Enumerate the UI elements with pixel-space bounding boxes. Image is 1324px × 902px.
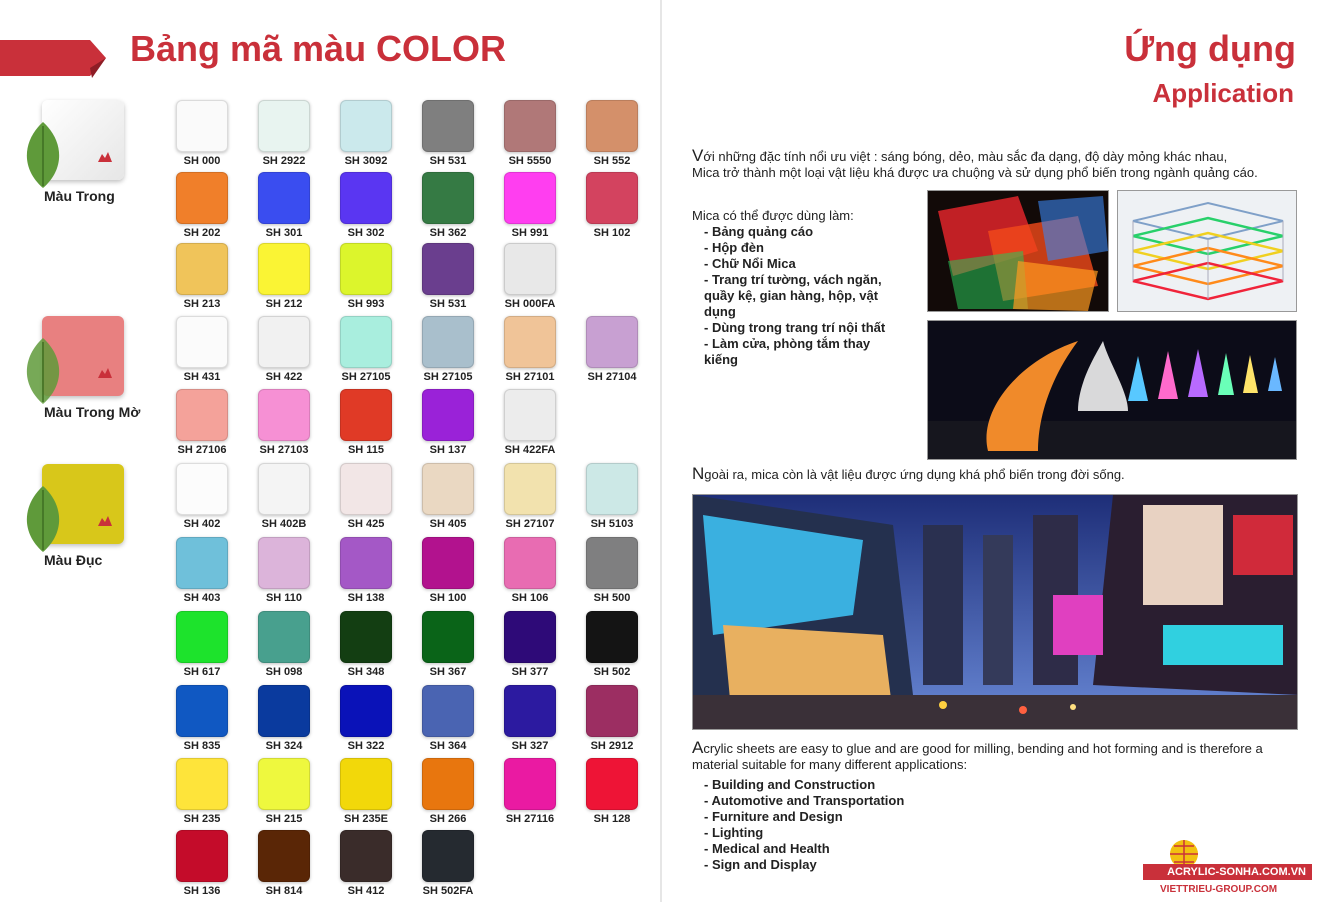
swatch-chip — [586, 537, 638, 589]
color-swatch — [336, 316, 396, 386]
swatch-code: SH 235 — [183, 813, 221, 825]
color-swatch — [582, 172, 642, 242]
swatch-code: SH 377 — [511, 666, 549, 678]
swatch-code: SH 136 — [183, 885, 221, 897]
swatch-code: SH 202 — [183, 227, 221, 239]
swatch-chip — [176, 758, 228, 810]
swatch-chip — [586, 172, 638, 224]
color-swatch — [582, 611, 642, 681]
leaf-icon — [18, 120, 68, 190]
swatch-chip — [422, 463, 474, 515]
category-label: Màu Đục — [44, 552, 103, 568]
swatch-code: SH 531 — [429, 298, 467, 310]
color-swatch — [254, 172, 314, 242]
swatch-chip — [176, 685, 228, 737]
color-swatch — [172, 463, 232, 533]
color-swatch — [172, 316, 232, 386]
swatch-chip — [258, 172, 310, 224]
brand-logo-icon — [96, 366, 114, 380]
swatch-chip — [422, 685, 474, 737]
category-clear — [18, 100, 158, 220]
swatch-code: SH 27105 — [341, 371, 391, 383]
color-swatch — [582, 758, 642, 828]
color-swatch — [418, 243, 478, 313]
color-swatch — [500, 685, 560, 755]
swatch-code: SH 27105 — [423, 371, 473, 383]
color-swatch — [336, 389, 396, 459]
website-acrylic-sonha[interactable]: ACRYLIC-SONHA.COM.VN — [1143, 864, 1312, 880]
swatch-code: SH 27101 — [505, 371, 555, 383]
swatch-code: SH 100 — [429, 592, 467, 604]
photo-lit-sculptures — [927, 320, 1297, 460]
swatch-chip — [258, 830, 310, 882]
swatch-code: SH 213 — [183, 298, 221, 310]
swatch-chip — [340, 100, 392, 152]
swatch-code: SH 362 — [429, 227, 467, 239]
swatch-chip — [258, 243, 310, 295]
uses-heading: Mica có thể được dùng làm: — [692, 208, 854, 223]
color-swatch — [254, 758, 314, 828]
swatch-code: SH 431 — [183, 371, 221, 383]
swatch-code: SH 115 — [347, 444, 385, 456]
right-page — [662, 0, 1324, 902]
swatch-chip — [504, 685, 556, 737]
swatch-code: SH 403 — [183, 592, 221, 604]
swatch-code: SH 412 — [347, 885, 385, 897]
brand-logo-icon — [96, 150, 114, 164]
category-label: Màu Trong Mờ — [44, 404, 141, 420]
color-swatch — [172, 537, 232, 607]
swatch-code: SH 367 — [429, 666, 467, 678]
color-swatch — [254, 830, 314, 900]
color-swatch — [500, 100, 560, 170]
photo-times-square — [692, 494, 1298, 730]
swatch-chip — [422, 243, 474, 295]
swatch-chip — [176, 172, 228, 224]
swatch-code: SH 993 — [347, 298, 385, 310]
swatch-code: SH 3092 — [344, 155, 388, 167]
color-swatch — [582, 100, 642, 170]
swatch-chip — [258, 685, 310, 737]
color-swatch — [336, 100, 396, 170]
website-viettrieu[interactable]: VIETTRIEU-GROUP.COM — [1160, 884, 1278, 895]
list-item: - Building and Construction — [704, 777, 876, 792]
leaf-icon — [18, 336, 68, 406]
color-swatch — [172, 830, 232, 900]
swatch-chip — [504, 611, 556, 663]
color-swatch — [336, 537, 396, 607]
color-swatch — [254, 611, 314, 681]
swatch-chip — [258, 389, 310, 441]
red-arrow-banner — [0, 38, 106, 78]
swatch-chip — [586, 316, 638, 368]
swatch-chip — [176, 389, 228, 441]
swatch-chip — [504, 316, 556, 368]
swatch-code: SH 000FA — [504, 298, 556, 310]
swatch-chip — [176, 537, 228, 589]
swatch-chip — [340, 172, 392, 224]
color-swatch — [172, 243, 232, 313]
color-swatch — [582, 537, 642, 607]
color-swatch — [500, 758, 560, 828]
swatch-chip — [340, 389, 392, 441]
swatch-chip — [258, 611, 310, 663]
swatch-code: SH 348 — [347, 666, 385, 678]
category-translucent — [18, 316, 158, 436]
swatch-chip — [258, 316, 310, 368]
category-opaque — [18, 464, 158, 584]
color-swatch — [254, 537, 314, 607]
swatch-chip — [422, 758, 474, 810]
list-item: - Hộp đèn — [704, 240, 764, 255]
swatch-code: SH 402B — [261, 518, 307, 530]
color-swatch — [582, 316, 642, 386]
color-swatch — [500, 243, 560, 313]
color-swatch — [418, 830, 478, 900]
swatch-code: SH 422FA — [504, 444, 556, 456]
swatch-code: SH 27106 — [177, 444, 227, 456]
drop-cap: V — [692, 146, 704, 165]
swatch-chip — [504, 389, 556, 441]
swatch-chip — [340, 685, 392, 737]
swatch-chip — [258, 100, 310, 152]
color-swatch — [500, 611, 560, 681]
swatch-code: SH 2922 — [262, 155, 306, 167]
swatch-chip — [422, 611, 474, 663]
swatch-code: SH 552 — [593, 155, 631, 167]
swatch-code: SH 137 — [429, 444, 467, 456]
swatch-chip — [586, 758, 638, 810]
swatch-code: SH 617 — [183, 666, 221, 678]
color-swatch — [418, 758, 478, 828]
color-swatch — [418, 172, 478, 242]
intro-text-line2: Mica trở thành một loại vật liệu khá được ưa chuộng và sử dụng phổ biến trong ngành quảng cáo. — [692, 165, 1258, 180]
color-swatch — [418, 100, 478, 170]
color-swatch — [418, 537, 478, 607]
color-swatch — [336, 758, 396, 828]
color-swatch — [336, 463, 396, 533]
swatch-chip — [504, 172, 556, 224]
color-swatch — [336, 685, 396, 755]
acrylic-paragraph — [692, 740, 1312, 773]
swatch-chip — [176, 463, 228, 515]
color-swatch — [172, 172, 232, 242]
swatch-chip — [586, 463, 638, 515]
applications-list — [704, 777, 1004, 873]
application-subtitle: Application — [1152, 78, 1294, 108]
list-item: - Automotive and Transportation — [704, 793, 905, 808]
swatch-chip — [340, 243, 392, 295]
swatch-code: SH 215 — [265, 813, 303, 825]
color-swatch — [254, 685, 314, 755]
color-swatch — [582, 463, 642, 533]
swatch-code: SH 327 — [511, 740, 549, 752]
swatch-chip — [340, 537, 392, 589]
color-swatch — [500, 172, 560, 242]
swatch-code: SH 266 — [429, 813, 467, 825]
swatch-code: SH 531 — [429, 155, 467, 167]
swatch-chip — [504, 243, 556, 295]
list-item: - Lighting — [704, 825, 764, 840]
swatch-code: SH 110 — [265, 592, 303, 604]
swatch-chip — [422, 389, 474, 441]
also-text: goài ra, mica còn là vật liệu được ứng dụng khá phổ biến trong đời sống. — [704, 467, 1125, 482]
color-swatch — [172, 611, 232, 681]
swatch-chip — [176, 243, 228, 295]
swatch-code: SH 402 — [183, 518, 221, 530]
swatch-chip — [504, 758, 556, 810]
swatch-chip — [176, 100, 228, 152]
color-swatch — [172, 685, 232, 755]
drop-cap: N — [692, 464, 705, 483]
color-swatch — [336, 830, 396, 900]
color-swatch — [172, 100, 232, 170]
list-item: - Sign and Display — [704, 857, 817, 872]
swatch-chip — [258, 463, 310, 515]
color-swatch — [336, 243, 396, 313]
color-swatch — [254, 100, 314, 170]
swatch-code: SH 128 — [593, 813, 631, 825]
swatch-code: SH 27116 — [505, 813, 555, 825]
left-page — [0, 0, 660, 902]
swatch-code: SH 835 — [183, 740, 221, 752]
list-item: - Bảng quảng cáo — [704, 224, 814, 239]
swatch-chip — [586, 611, 638, 663]
color-swatch — [418, 389, 478, 459]
acrylic-text: crylic sheets are easy to glue and are good for milling, bending and hot forming and is therefore a — [703, 741, 1263, 756]
swatch-code: SH 212 — [265, 298, 303, 310]
swatch-chip — [422, 172, 474, 224]
swatch-chip — [176, 830, 228, 882]
swatch-code: SH 5103 — [590, 518, 634, 530]
swatch-code: SH 102 — [593, 227, 631, 239]
color-chart-title: Bảng mã màu COLOR — [130, 28, 507, 69]
color-swatch — [500, 389, 560, 459]
swatch-code: SH 991 — [511, 227, 549, 239]
color-swatch — [418, 611, 478, 681]
photo-acrylic-sheets — [927, 190, 1109, 312]
color-swatch — [418, 316, 478, 386]
swatch-code: SH 138 — [347, 592, 385, 604]
color-swatch — [336, 611, 396, 681]
list-item: - Làm cửa, phòng tắm thay kiếng — [704, 336, 871, 367]
swatch-chip — [176, 611, 228, 663]
swatch-chip — [586, 100, 638, 152]
drop-cap: A — [692, 738, 704, 757]
swatch-chip — [340, 611, 392, 663]
swatch-code: SH 502FA — [422, 885, 474, 897]
swatch-code: SH 405 — [429, 518, 467, 530]
leaf-icon — [18, 484, 68, 554]
photo-color-stack — [1117, 190, 1297, 312]
swatch-code: SH 27104 — [587, 371, 637, 383]
brand-logo-icon — [96, 514, 114, 528]
list-item: - Trang trí tường, vách ngăn, quầy kệ, gian hàng, hộp, vật dụng — [704, 272, 882, 319]
also-paragraph — [692, 466, 1312, 483]
list-item: - Furniture and Design — [704, 809, 843, 824]
swatch-code: SH 2912 — [590, 740, 634, 752]
category-label: Màu Trong — [44, 188, 115, 204]
swatch-chip — [422, 537, 474, 589]
swatch-code: SH 106 — [511, 592, 549, 604]
color-swatch — [500, 537, 560, 607]
swatch-chip — [422, 316, 474, 368]
swatch-code: SH 235E — [343, 813, 389, 825]
application-title: Ứng dụng — [1124, 28, 1296, 69]
swatch-chip — [504, 463, 556, 515]
color-swatch — [500, 316, 560, 386]
swatch-chip — [340, 316, 392, 368]
swatch-chip — [340, 830, 392, 882]
swatch-chip — [258, 758, 310, 810]
swatch-code: SH 000 — [183, 155, 221, 167]
uses-list — [692, 208, 902, 368]
acrylic-text-line2: material suitable for many different applications: — [692, 757, 968, 772]
swatch-chip — [422, 100, 474, 152]
swatch-code: SH 814 — [265, 885, 303, 897]
swatch-code: SH 364 — [429, 740, 467, 752]
swatch-code: SH 422 — [265, 371, 303, 383]
intro-paragraph — [692, 148, 1312, 181]
swatch-chip — [340, 463, 392, 515]
swatch-code: SH 322 — [347, 740, 385, 752]
color-swatch — [582, 685, 642, 755]
swatch-chip — [340, 758, 392, 810]
color-swatch — [418, 463, 478, 533]
swatch-code: SH 27107 — [505, 518, 555, 530]
color-swatch — [254, 243, 314, 313]
intro-text: ới những đặc tính nổi ưu việt : sáng bóng, dẻo, màu sắc đa dạng, độ dày mỏng khác nhau, — [703, 149, 1228, 164]
color-swatch — [172, 758, 232, 828]
color-swatch — [418, 685, 478, 755]
swatch-code: SH 301 — [265, 227, 303, 239]
swatch-chip — [504, 100, 556, 152]
color-swatch — [254, 389, 314, 459]
swatch-chip — [422, 830, 474, 882]
color-swatch — [336, 172, 396, 242]
color-swatch — [254, 316, 314, 386]
list-item: - Dùng trong trang trí nội thất — [704, 320, 886, 335]
color-swatch — [254, 463, 314, 533]
swatch-code: SH 324 — [265, 740, 303, 752]
list-item: - Medical and Health — [704, 841, 830, 856]
swatch-code: SH 27103 — [259, 444, 309, 456]
swatch-code: SH 302 — [347, 227, 385, 239]
swatch-chip — [586, 685, 638, 737]
swatch-chip — [258, 537, 310, 589]
swatch-chip — [504, 537, 556, 589]
swatch-code: SH 5550 — [508, 155, 552, 167]
swatch-chip — [176, 316, 228, 368]
swatch-code: SH 500 — [593, 592, 631, 604]
swatch-code: SH 502 — [593, 666, 631, 678]
swatch-code: SH 098 — [265, 666, 303, 678]
color-swatch — [172, 389, 232, 459]
swatch-code: SH 425 — [347, 518, 385, 530]
list-item: - Chữ Nổi Mica — [704, 256, 796, 271]
color-swatch — [500, 463, 560, 533]
